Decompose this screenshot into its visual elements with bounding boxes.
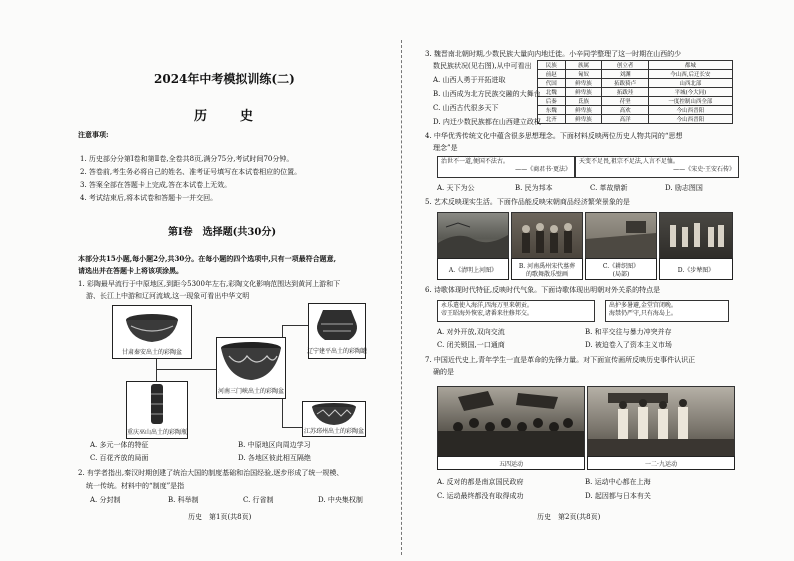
table-cell: 匈奴 [565,70,602,79]
q7-stem: 7. 中国近代史上,青年学生一直是革命的先锋力量。对下面宣传画所反映历史事件认识正 [425,356,696,364]
q3-stem: 数民族状况(见右图),从中可看出 [433,62,532,70]
q1-option-c: C. 百花齐放的局面 [90,454,149,462]
q5-image-a [437,212,509,260]
table-cell: 今山西,后迁长安 [648,70,732,79]
q5-caption-c: (局部) [612,271,630,278]
table-cell: 平城(今大同) [648,88,732,97]
pottery-basin-icon [217,338,285,384]
q1-pottery-figure [112,303,368,436]
q7-stem: 确的是 [433,368,454,376]
q5-caption-c-box [585,258,657,280]
q5-image-d [659,212,733,260]
table-cell: 一度控制山西全部 [648,97,732,106]
note-line: 4. 考试结束后,将本试卷和答题卡一并交回。 [80,194,218,202]
table-cell: 苻坚 [602,97,648,106]
pottery-card-liaoning [308,303,366,359]
page-right [425,0,737,561]
q4-option-b: B. 民为邦本 [515,184,553,192]
quote-source: ——《商君书·更法》 [515,166,571,173]
table-row [538,88,733,97]
q7-image-may-fourth [437,386,585,458]
note-line: 2. 答卷前,考生务必将自己的姓名、准考证号填写在本试卷相应的位置。 [80,168,302,176]
q5-caption-d: D.《步辇图》 [677,267,715,274]
q7-option-d: D. 起因都与日本有关 [585,492,651,500]
page-footer: 历史 第2页(共8页) [537,513,601,521]
q7-caption-b-box [587,456,735,470]
q7-option-a: A. 反对的都是南京国民政府 [437,478,524,486]
table-cell: 后秦 [538,97,566,106]
table-row [538,79,733,88]
table-cell: 今山西晋阳 [648,106,732,115]
q7-caption: 一二·九运动 [645,461,677,468]
table-cell: 山西北部 [648,79,732,88]
table-cell: 鲜卑族 [565,106,602,115]
table-cell: 拓跋猗卢 [602,79,648,88]
q3-option-c: C. 山西古代很多天下 [433,104,499,112]
note-line: 3. 答案全部在答题卡上完成,答在本试卷上无效。 [80,181,232,189]
q4-option-c: C. 革故鼎新 [590,184,628,192]
q6-quote-right [605,300,729,322]
q7-image-december-ninth [587,386,735,458]
pottery-bowl-icon [113,306,191,346]
pottery-caption: 河南三门峡出土的彩陶盆 [217,388,284,395]
q2-option-a: A. 分封制 [90,496,121,504]
q4-stem: 理念”是 [433,144,458,152]
instruction-line: 请选出并在答题卡上将该项涂黑。 [78,266,183,275]
quote-source: ——《宋史·王安石传》 [673,166,735,173]
q1-option-b: B. 中原地区向周边学习 [238,441,311,449]
q3-stem: 3. 魏晋南北朝时期,少数民族大量向内地迁徙。小辛同学整理了这一时期在山西的少 [425,50,682,58]
q6-option-a: A. 对外开放,双向交流 [437,328,505,336]
q5-caption-a-box [437,258,509,280]
q5-caption-a: A.《清明上河图》 [448,267,498,274]
quote-line: 海禁仍严守,只有海岛上。 [609,310,677,317]
q6-stem: 6. 诗歌体现时代特征,反映时代气象。下面诗歌体现出明朝对外关系的特点是 [425,286,661,294]
table-header-cell: 创立者 [602,61,648,70]
q5-image-b [511,212,583,260]
table-cell: 前赵 [538,70,566,79]
q2-option-c: C. 行省制 [243,496,274,504]
table-cell: 高欢 [602,106,648,115]
q3-option-d: D. 内迁少数民族都在山西建立政权 [433,118,541,126]
table-cell: 氐族 [565,97,602,106]
q6-quote-left [437,300,595,322]
farming-scene-icon [586,213,656,259]
table-cell: 东魏 [538,106,566,115]
pottery-bowl-icon [303,402,365,426]
pottery-card-jiangsu [302,401,366,437]
pottery-caption: 重庆巫山出土的彩陶瓶 [126,429,187,436]
painting-scene-icon [438,213,508,259]
q7-caption-a-box [437,456,585,470]
q3-option-a: A. 山西人勇于开拓进取 [433,76,506,84]
q1-option-d: D. 各地区彼此相互隔绝 [238,454,311,462]
q5-stem: 5. 艺术反映现实生活。下面作品能反映宋朝商品经济繁荣景象的是 [425,198,630,206]
pottery-caption: 辽宁建平出土的彩陶罐 [307,348,368,355]
q4-option-a: A. 天下为公 [437,184,475,192]
table-cell: 代国 [538,79,566,88]
table-cell: 鲜卑族 [565,115,602,124]
q7-option-c: C. 运动最终都没有取得成功 [437,492,524,500]
student-protest-icon [588,387,734,457]
pottery-vase-icon [127,382,187,426]
table-row [538,115,733,124]
q1-stem: 游、长江上中游和辽河流域,这一现象可看出中华文明 [86,292,250,300]
table-row [538,106,733,115]
q2-option-b: B. 科举制 [168,496,199,504]
table-cell: 北齐 [538,115,566,124]
q6-option-d: D. 被迫卷入了资本主义市场 [585,341,672,349]
q5-caption-d-box [659,258,733,280]
pottery-caption: 江苏邳州出土的彩陶盆 [303,428,364,435]
q5-caption-b-box [511,258,583,280]
q4-quote-right [575,156,739,178]
table-row [538,97,733,106]
q6-option-c: C. 闭关锁国,一口通商 [437,341,505,349]
note-line: 1. 历史部分分第Ⅰ卷和第Ⅱ卷,全卷共8页,满分75分,考试时间70分钟。 [80,155,294,163]
q5-caption-b: B. 河南禹州宋代墓葬 [518,263,576,270]
quote-line: 出护多暑避,金堂宫闭晚。 [609,302,677,309]
table-header-row [538,61,733,70]
subject-title: 历 史 [194,109,264,124]
pottery-card-gansu [112,305,192,359]
page-footer: 历史 第1页(共8页) [188,513,252,521]
q7-option-b: B. 运动中心都在上海 [585,478,651,486]
quote-line: 治世不一道,便国不法古。 [441,158,509,165]
pottery-caption: 甘肃秦安出土的彩陶盆 [121,349,182,356]
q7-caption: 五四运动 [498,461,523,468]
notes-title: 注意事项: [78,130,109,139]
table-cell: 鲜卑族 [565,88,602,97]
section-title: 第Ⅰ卷 选择题(共30分) [168,227,277,238]
table-header-cell: 族属 [565,61,602,70]
table-cell: 北魏 [538,88,566,97]
pottery-card-henan [216,337,286,399]
q5-image-c [585,212,657,260]
table-header-cell: 都城 [648,61,732,70]
table-row [538,70,733,79]
q2-stem: 统一传统。材料中的“制度”是指 [86,482,185,490]
quote-line: 帝王昭海外恢宏,诸番来往修邦交。 [441,310,533,317]
q4-option-d: D. 励志图国 [665,184,703,192]
page-left [78,0,390,561]
q5-caption-b: 的歌舞散乐壁画 [525,271,568,278]
table-cell: 高洋 [602,115,648,124]
q5-caption-c: C.《耕织图》 [602,263,640,270]
q4-quote-left [437,156,575,178]
q3-option-b: B. 山西成为北方民族交融的大舞台 [433,90,541,98]
table-cell: 鲜卑族 [565,79,602,88]
fold-line [401,40,403,555]
mural-figures-icon [512,213,582,259]
table-header-cell: 民族 [538,61,566,70]
table-cell: 拓跋珪 [602,88,648,97]
table-cell: 今山西晋阳 [648,115,732,124]
q2-option-d: D. 中央集权制 [318,496,363,504]
q2-stem: 2. 有学者指出,秦汉时期创建了统治大国的制度基础和治国经验,逐步形成了统一规模、 [78,469,344,477]
q1-option-a: A. 多元一体的特征 [90,441,149,449]
exam-title: 2024年中考模拟训练(二) [154,72,295,86]
q3-ethnic-table [537,60,733,124]
pottery-card-chongqing [126,381,188,439]
q6-option-b: B. 和平交往与暴力冲突并存 [585,328,672,336]
instruction-line: 本部分共15小题,每小题2分,共30分。在每小题的四个选项中,只有一项最符合题意, [78,254,337,263]
table-cell: 刘渊 [602,70,648,79]
crowd-banner-icon [438,387,584,457]
quote-line: 永乐遣使入海洋,四海万里来朝贡。 [441,302,533,309]
quote-line: 天变不足畏,祖宗不足法,人言不足恤。 [579,158,679,165]
procession-figures-icon [660,213,732,259]
q4-stem: 4. 中华优秀传统文化中蕴含很多思想理念。下面材料反映两位历史人物共同的“思想 [425,132,683,140]
q1-stem: 1. 彩陶最早流行于中原地区,到距今5300年左右,彩陶文化影响范围达到黄河上游和下 [78,280,341,288]
pottery-jar-icon [309,304,365,344]
